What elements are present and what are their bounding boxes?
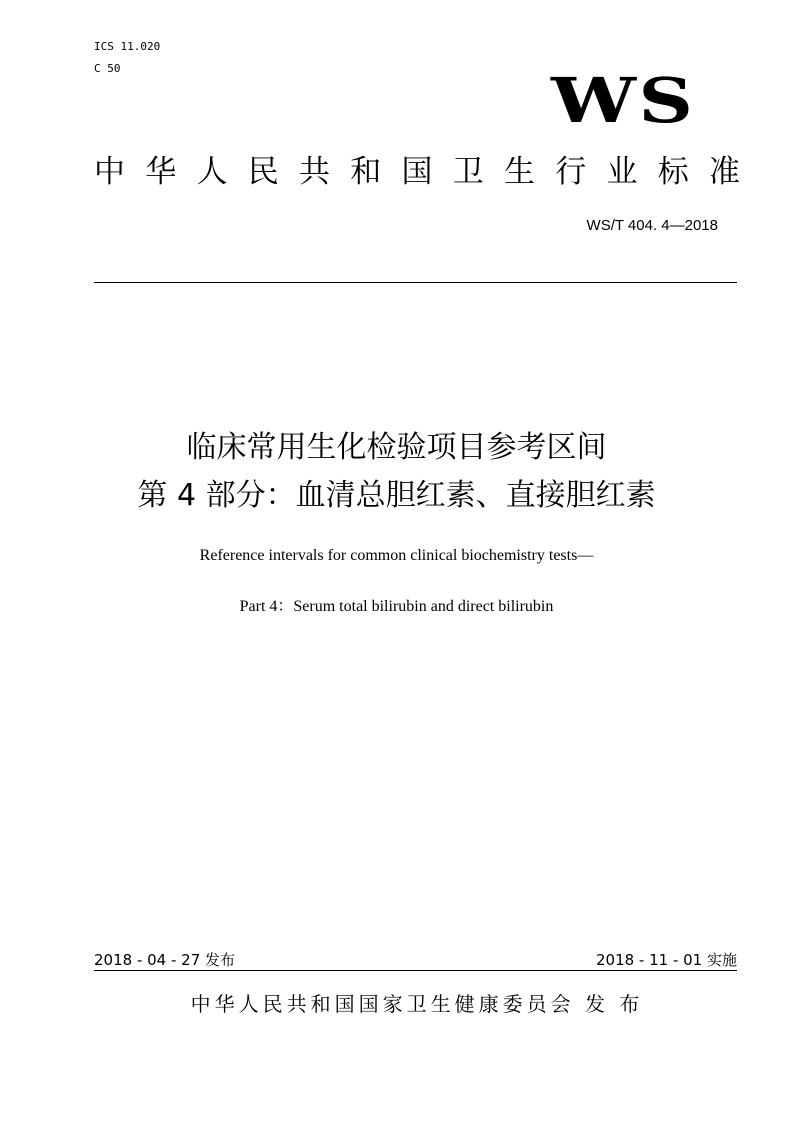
standard-type-char: 共 [299, 154, 330, 190]
ws-logo: WS [550, 64, 695, 137]
standard-number: WS/T 404. 4—2018 [586, 217, 718, 234]
standard-type-char: 业 [606, 154, 638, 190]
standard-type-char: 和 [350, 154, 382, 190]
footer-divider [94, 970, 737, 971]
standard-type-char: 民 [247, 154, 279, 190]
standard-type-char: 华 [145, 154, 177, 190]
standard-type-char: 生 [504, 154, 535, 190]
standard-type-char: 中 [94, 154, 125, 190]
standard-type-char: 准 [709, 154, 740, 190]
standard-type-char: 标 [657, 154, 689, 190]
standard-type-char: 人 [196, 154, 228, 190]
standard-type-char: 卫 [452, 154, 484, 190]
standard-type-title [94, 152, 740, 192]
header-divider [94, 282, 737, 283]
standard-type-char: 行 [555, 154, 587, 190]
standard-type-char: 国 [401, 154, 433, 190]
ics-code: ICS 11.020 [94, 40, 161, 53]
issue-date: 2018 - 04 - 27 发布 [94, 951, 236, 969]
issuing-authority: 中华人民共和国国家卫生健康委员会 发 布 [190, 992, 644, 1016]
chinese-title-line-2: 第 4 部分：血清总胆红素、直接胆红素 [137, 478, 656, 513]
english-title-line-1: Reference intervals for common clinical biochemistry tests— [199, 547, 594, 564]
implementation-date: 2018 - 11 - 01 实施 [595, 951, 737, 969]
english-title-line-2: Part 4：Serum total bilirubin and direct bilirubin [239, 598, 554, 615]
ccs-code: C 50 [94, 62, 121, 75]
chinese-title-line-1: 临床常用生化检验项目参考区间 [186, 430, 607, 465]
